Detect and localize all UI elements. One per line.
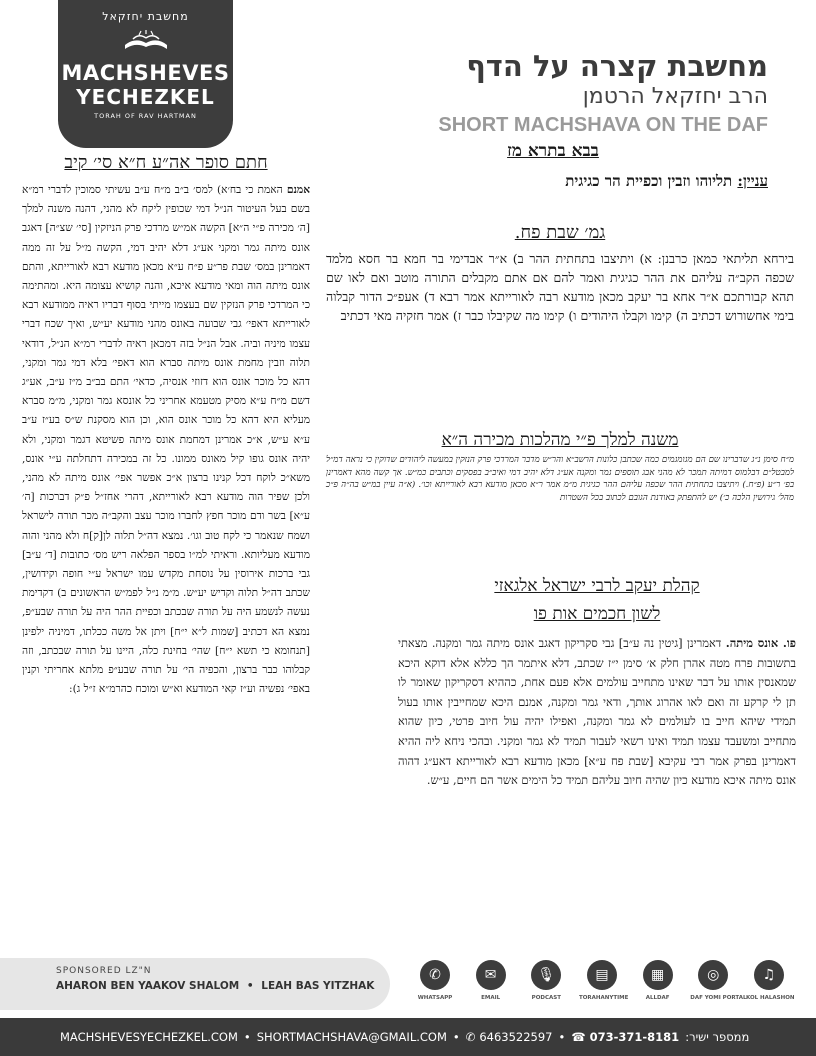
sponsor-label: SPONSORED LZ"N [56,966,152,976]
lead-word: אמנם [286,184,311,196]
whatsapp-icon: ✆ [465,1030,476,1044]
separator-dot: • [452,1030,460,1044]
chasam-sofer-section [22,152,310,699]
separator-dot: • [558,1030,566,1044]
page-title: מחשבת קצרה על הדף [466,49,768,83]
footer-bar [0,1018,816,1056]
logo-tagline: TORAH OF RAV HARTMAN [94,112,197,120]
dafyomi-portal-icon: ◎ [698,960,728,990]
section-heading: חתם סופר אה״ע ח״א סי׳ קיב [64,152,268,173]
link-label: ALLDAF [645,995,670,1001]
kehilas-yaakov-section [398,572,796,791]
lead-word: פו. אונס מיתה. [725,636,797,650]
link-label: TORAHANYTIME [578,995,629,1001]
logo-line2: YECHEZKEL [76,85,215,109]
open-book-icon [121,29,171,51]
topic-label: עניין: [737,172,768,190]
topic: תליוהו וזבין וכפיית הר כגיגית [565,172,733,190]
logo-line1: MACHSHEVES [61,61,230,85]
email-link[interactable] [468,960,514,1010]
sponsor-name: AHARON BEN YAAKOV SHALOM [56,980,240,992]
phone-number[interactable]: 073-371-8181 [589,1030,680,1044]
link-label: KOL HALASHON [745,995,795,1001]
media-links [412,960,795,1010]
podcast-link[interactable] [523,960,569,1010]
whatsapp-link[interactable] [412,960,458,1010]
section-body: בירחא תליתאי כמאן כרבנן: א) ויתיצבו בתחתית ההר ב) א״ר אבדימי בר חמא בר חסא מלמד שכפה הקב״ה עליהם את ההר כגיגית ואמר להם אם אתם מקבלים התורה מוטב ואם לאו שם תהא קבורתכם א״ר אחא בר יעקב מכאן מודעא רבה לאורייתא אמר רבא ד) אעפ״כ הדור קבלוה בימי אחשורוש דכתיב ה) קימו וקבלו היהודים ו) קימו מה שקיבלו כבר ז) אמר חזקיה מאי דכתיב [326,251,794,323]
section-text [398,634,796,791]
sponsor-separator: • [246,980,254,992]
link-label: EMAIL [481,995,501,1001]
section-subheading: לשון חכמים אות פו [533,604,661,624]
link-label: WHATSAPP [417,995,453,1001]
sponsor-panel [0,958,390,1010]
whatsapp-icon: ✆ [420,960,450,990]
english-title: SHORT MACHSHAVA ON THE DAF [438,114,768,136]
dafyomi-portal-link[interactable] [690,960,747,1010]
author: הרב יחזקאל הרטמן [582,84,768,109]
whatsapp-number[interactable]: 6463522597 [479,1030,553,1044]
email-address[interactable]: SHORTMACHSHAVA@GMAIL.COM [256,1030,447,1044]
alldaf-icon: ▦ [643,960,673,990]
website-link[interactable]: MACHSHEVESYECHEZKEL.COM [60,1030,238,1044]
alldaf-link[interactable] [635,960,681,1010]
sponsor-names [56,980,390,992]
podcast-icon: 🎙 [531,960,561,990]
logo [58,0,233,148]
section-body: דאמרינן [גיטין נה ע״ב] גבי סקריקון דאגב אונס מיתה גמר ומקנה. מצאתי בתשובות פרח מטה אהרן חלק א׳ סימן י״ז שכתב, דלא איתמר הך כללא אלא דוקא היכא שמאנסין אותו על דבר שאינו מתחייב עולמים אלא פעם אחת, כההיא דסקריקון שאומר לו תן לי קרקע זה ואם לאו אהרוג אותך, ודאי גמר ומקנה, אמנם היכא שמחייבין אותו בעול תמידי שיהא חייב בו לעולמים לא גמר ומקנה, ואפילו יהיה עול חיוב פרטי, כיון שהוא מתחייב ומשעבד עצמו תמיד ואינו רשאי לעבור תמיד לא גמר ומקני. ובהכי ניחא ליה ההיא דאמרינן בפרק אמר רבי עקיבא [שבת פח ע״א] מכאן מודעא רבא לאורייתא דאע״ג דהוה אונס מיתה איכא מודעא כיון שהיה חיוב עליהם תמיד כל הימים אשר הם חיים, ע״ש. [398,636,796,788]
section-text [22,181,310,699]
phone-icon: ☎ [571,1030,586,1044]
logo-hebrew: מחשבת יחזקאל [102,10,189,23]
section-heading: משנה למלך פ״י מהלכות מכירה ה״א [441,430,679,450]
topic-line [368,168,768,194]
masechta: בבא בתרא מז [507,141,599,161]
link-label: PODCAST [531,995,561,1001]
section-heading: קהלת יעקב לרבי ישראל אלגאזי [494,576,700,596]
mishneh-lamelech-section [326,430,794,504]
section-body: מ״ח סימן נ״ג שדברינו שם הם מגומגמים כמה שכתבן כלונות הרשב״א והר״ש מדבר המרדכי פרק הנזקין במעשה ליהודים שדוקין כי נראה דמ״ל למבטל״ם דבלמוס דמיתה תמכר לא מהני אבג תוספים גמר ומקנה אע״ג דלא יהיב דמי ואיב״ב בפסקים וכתבים כמ״ש. אך קשה מהא דאמרינן בפ׳ ר״ע (פ״ח.) ויתיצבו בתחתית ההר שכפה עליהם ההר כגיגית מ״מ אמר ר״א מכאן מודעא רבא לאורייתא וכו׳. (א״ה עיין במ״ש בה״ה פ״כ מהל׳ גירושין הלכה כ׳) יש להתפתק באודנת הגובם לכתוב בכל השטרות [326,455,794,503]
sponsor-name: LEAH BAS YITZHAK [261,980,375,992]
section-heading: גמ׳ שבת פח. [514,222,606,243]
header [368,50,768,194]
section-body: האמת כי בח׳א) למס׳ ב״ב מ״ח ע״ב עשיתי סמוכין לדברי רמ״א בשם בעל העיטור הנ״ל דמי שכופין ליקח לא מהני, דהנה משנה למלך [ה׳ מכירה פ״י ה״א] הקשה אמ״ש מרדכי פרק הניזקין [סי׳ שצ״ה] דאגב אונס מיתה גמר ומקני אע״ג דלא יהיב דמי, הקשה מ״ל על זה ממה דאמרינן במס׳ שבת פר״ע פ״ח ע״א מכאן מודעא רבא לאורייתא, והתם אונס מיתה הוה ומאי מודעא איכא, והנה קושיא עצומה היא. ומהתימה כי המרדכי פרק הנזקין שם בעצמו מייתי בסוף דבריו ראיה ממודעא רבא לאורייתא דאפי׳ גבי שבועה באונס מהני מודעא יע״ש, ואיך שכח דברי עצמו מיניה וביה. אבל הנ״ל בזה דמכאן ראיה לדברי רמ״א הנ״ל, דודאי תלוה וזבין מחמת אונס מיתה סברא הוא דאפי׳ בלא דמי גמר ומקני, דהא כל מוכר אונס הוא דזוזי אנסיה, כדאי׳ התם בב״ב מ״ז ע״ב, אע״ג דשם מ״ח ע״א מסיק מטעמא אחריני כל אונסא גמר ומקני, מ״מ סברא מעליא היא דהא כל מוכר אונס הוא, וכן הוא מסקנת ש״ס בע״ז ע״ב ע״א ע״ש, א״כ אמרינן דמחמת אונס מיתה פשיטא דגמר ומקני, ולא יהיה אונס גופו קיל מאונס ממונו. כל זה במכירה דתחלתה ע״י אונס, משא״כ לוקח דכל קנינו ברצון א״כ אפשר אפי׳ אונס מיתה לא מהני, ולכן שפיר הוה מודעא רבא לאורייתא, דהרי אחז״ל פ״ק דברכות [ה׳ ע״א] בשר ודם מוכר חפץ לחברו מוכר עצב והקב״ה מכר תורה לישראל ושמח שנאמר כי לקח טוב וגו׳. נמצא דה״ל תלוה לן[ק]ח ולא מהני והוה מודעא מעליותא. וראיתי למ״ו בספר הפלאה ריש מס׳ כתובות [ד׳ ע״ב] גבי ברכות אירוסין על נוסחת מקדש עמו ישראל ע״י חופה וקידושין, שכתב דה״ל תלוה וקדיש יע״ש. מ״מ נ״ל לפמ״ש הראשונים ב) דקדימת נעשה לנשמע היה על תורה שבכתב וכפיית ההר היה על תורה שבע״פ, נמצא הא דכתיב [שמות ל״א י״ח] ויתן אל משה ככלתו, דמיניה ילפינן [תנחומא כי תשא י״ח] שהי׳ בחינת כלה, היינו על תורה שבכתב, וזה קבלוהו כבר ברצון, והכפיה הי׳ על תורה שבע״פ מלתא אחריתי וקנין באפי׳ נפשיה וע״ז קאי המודעא וא״ש ומוכח כהרמ״א ז״ל ג): [22,184,311,696]
phone-label: ממספר ישיר: [685,1030,750,1044]
email-icon: ✉ [476,960,506,990]
torahanytime-icon: ▤ [587,960,617,990]
torahanytime-link[interactable] [578,960,629,1010]
separator-dot: • [243,1030,251,1044]
gemara-section [326,222,794,325]
kolhalashon-icon: ♫ [754,960,784,990]
link-label: DAF YOMI PORTAL [690,995,747,1001]
kolhalashon-link[interactable] [745,960,795,1010]
